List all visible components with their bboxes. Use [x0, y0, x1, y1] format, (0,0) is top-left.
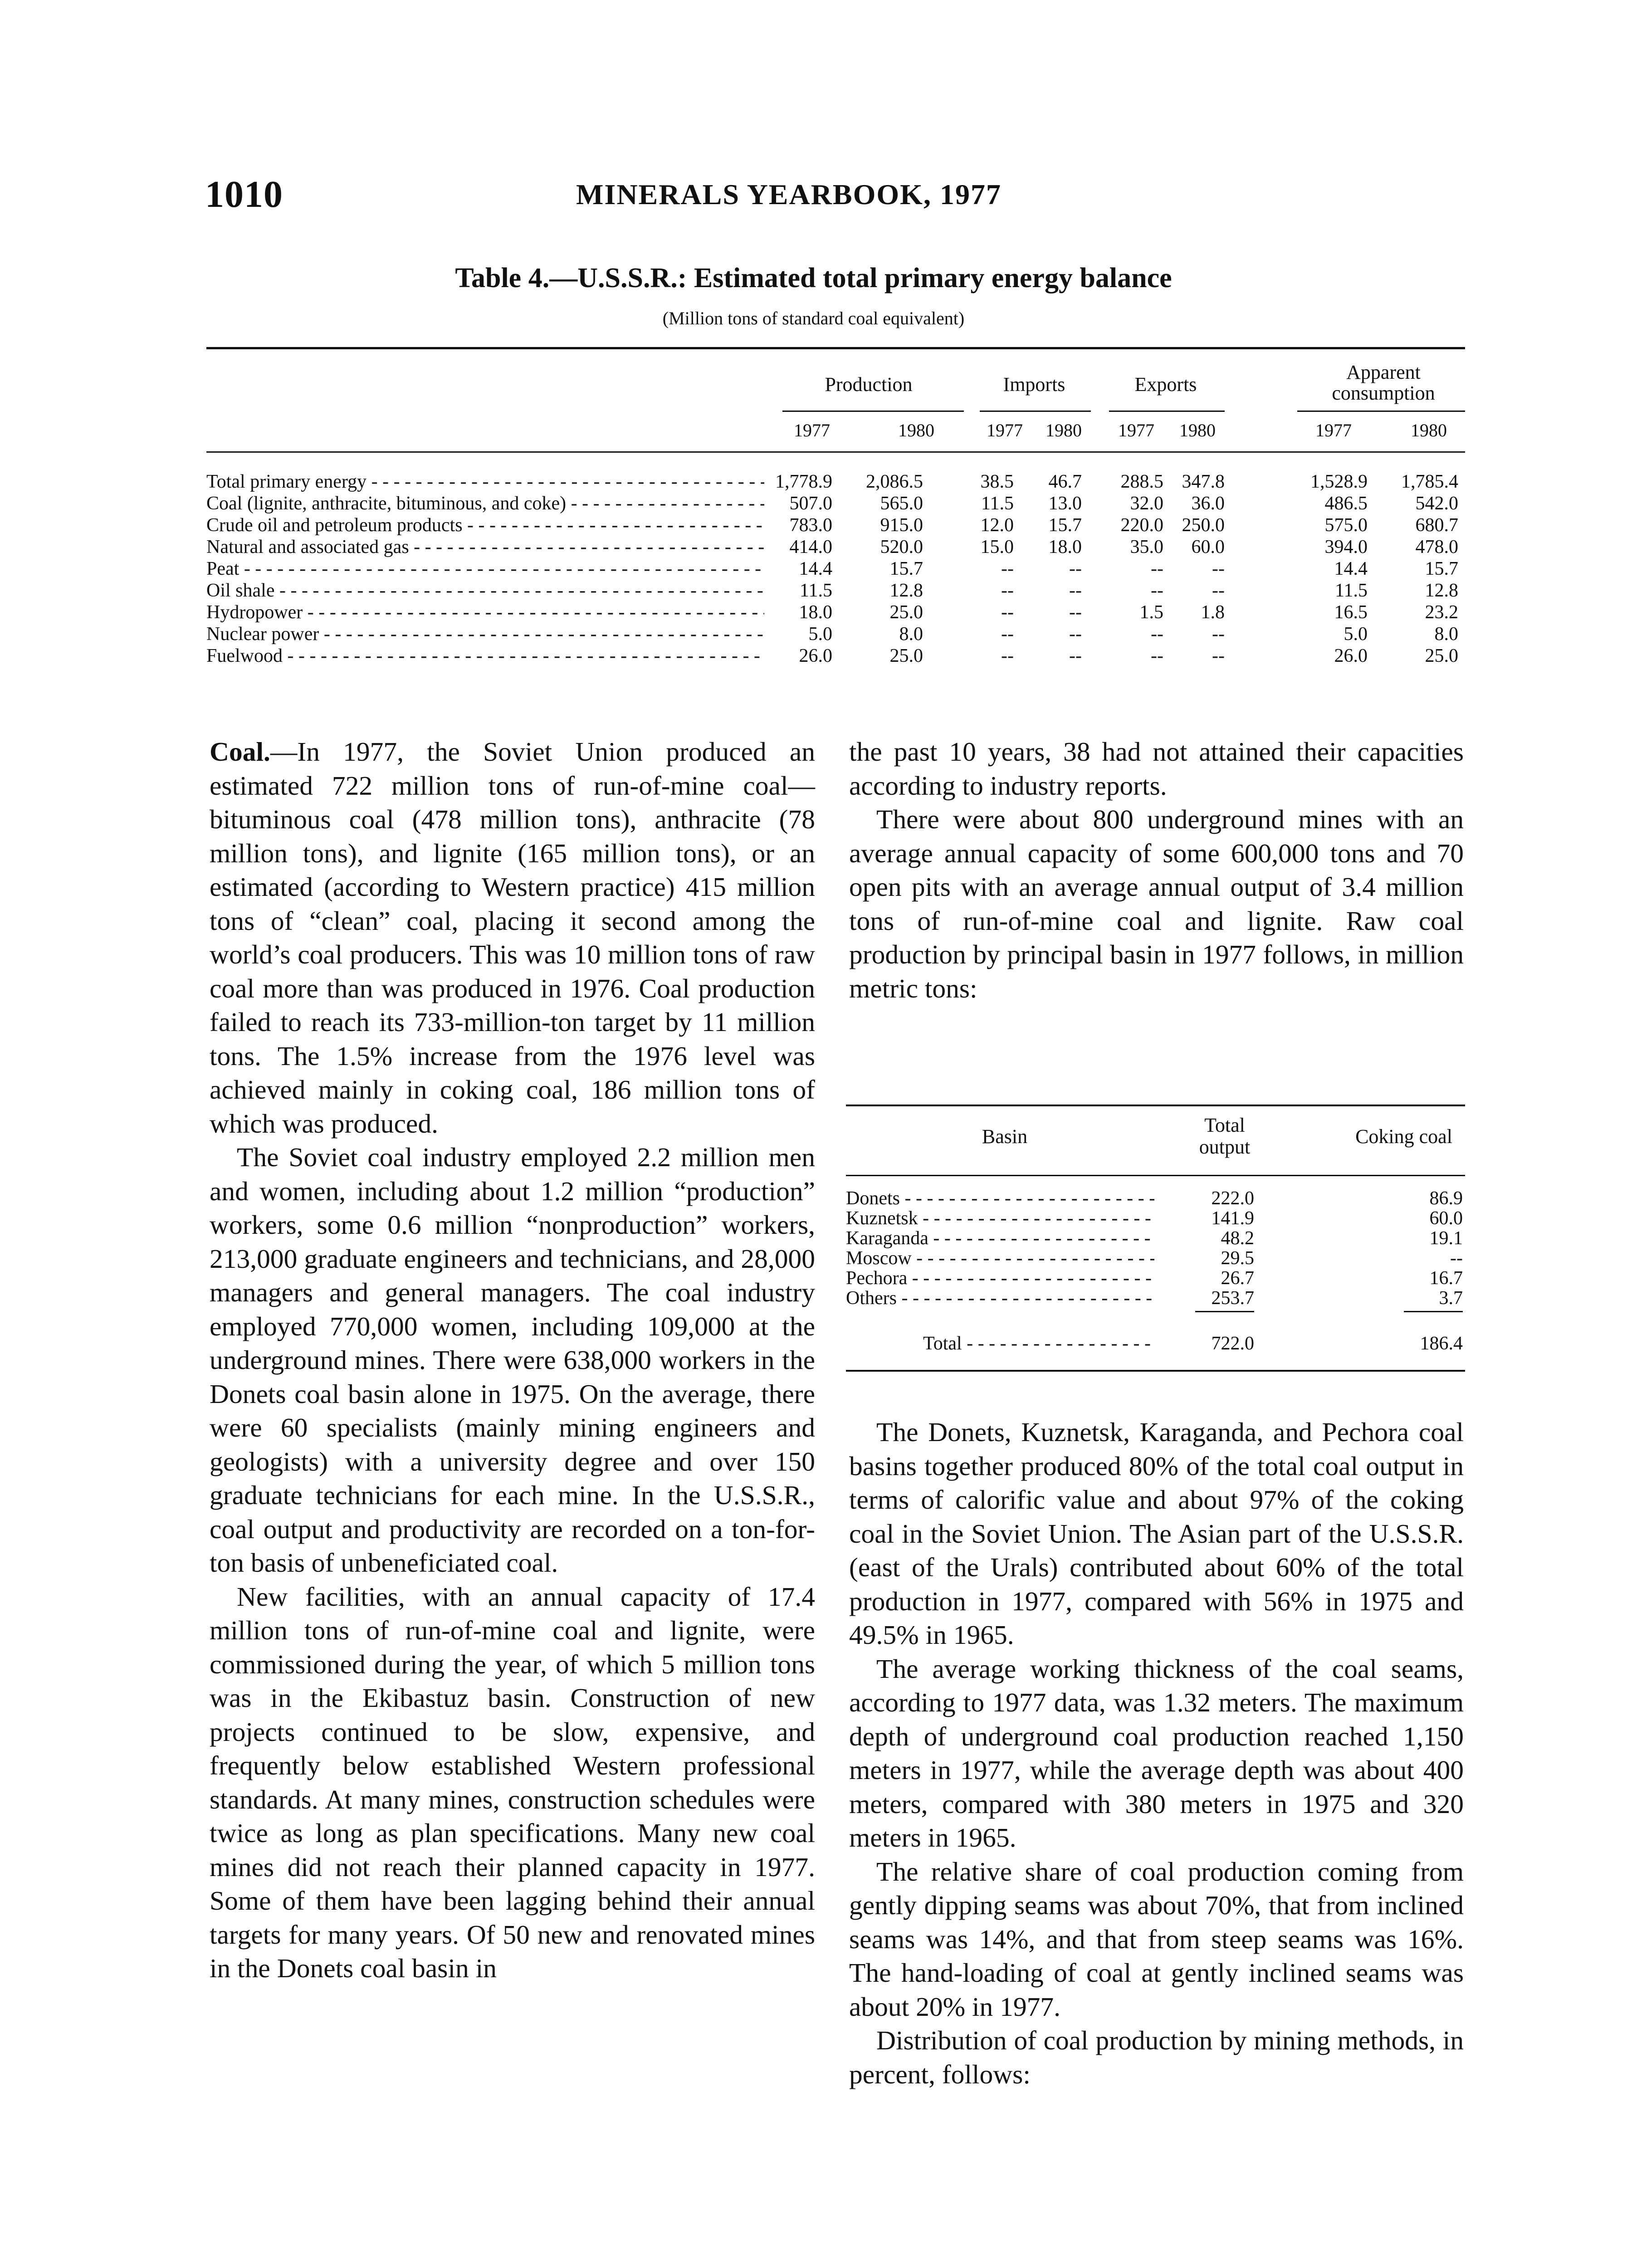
cell: 680.7 [1415, 515, 1458, 536]
cell: 18.0 [1048, 537, 1082, 557]
cell: -- [1212, 580, 1225, 601]
cell: 520.0 [880, 537, 923, 557]
row-label: Crude oil and petroleum products - - - [206, 514, 764, 536]
group-rule-consumption [1297, 411, 1465, 412]
cell: 18.0 [799, 602, 832, 623]
table-row [206, 580, 1465, 601]
cell: 46.7 [1048, 471, 1082, 492]
cell: -- [1069, 602, 1082, 623]
cell: 565.0 [880, 493, 923, 514]
col-group-production: Production [825, 373, 913, 396]
cell: -- [1069, 580, 1082, 601]
cell: -- [1001, 602, 1014, 623]
group-rule-imports [980, 411, 1091, 412]
cell: 60.0 [1191, 537, 1225, 557]
year-header: 1980 [1411, 420, 1447, 440]
cell: -- [1450, 1248, 1463, 1269]
cell: 60.0 [1429, 1208, 1463, 1229]
table-top-rule [206, 347, 1465, 349]
cell: -- [1001, 645, 1014, 666]
row-label: Hydropower - - - [206, 601, 764, 623]
paragraph: The Donets, Kuznetsk, Karaganda, and Pechora coal basins together produced 80% of the total coal output in terms of calorific value and about 97% of the coking coal in the Soviet Union. The Asian part of the U.S.S.R. (east of the Urals) contributed about 60% of the total production in 1977, compared with 56% in 1975 and 49.5% in 1965. [849, 1417, 1464, 1650]
cell: 26.0 [1334, 645, 1368, 666]
cell: 35.0 [1130, 537, 1163, 557]
table-row [206, 601, 1465, 623]
col-group-exports: Exports [1134, 373, 1197, 396]
cell: 23.2 [1425, 602, 1458, 623]
table-row [206, 623, 1465, 645]
row-label: Oil shale - - - [206, 580, 764, 601]
cell: 8.0 [1434, 624, 1458, 645]
cell: 394.0 [1324, 537, 1368, 557]
basin-name: Pechora - - - [846, 1268, 1154, 1288]
basin-name: Karaganda - - - [846, 1228, 1154, 1248]
table-total-row [846, 1334, 1465, 1354]
year-header: 1977 [1118, 420, 1154, 440]
cell: 5.0 [1344, 624, 1368, 645]
paragraph-text: —In 1977, the Soviet Union produced an estimated 722 million tons of run-of-mine coal—bituminous coal (478 million tons), anthracite (78 million tons), and lignite (165 million tons), or an estimated (according to Western practice) 415 million tons of “clean” coal, placing it second among the world’s coal producers. This was 10 million tons of raw coal more than was produced in 1976. Coal production failed to reach its 733-million-ton target by 11 million tons. The 1.5% increase from the 1976 level was achieved mainly in coking coal, 186 million tons of which was produced. [210, 737, 815, 1139]
left-column [210, 735, 815, 1985]
basin-name: Donets - - - [846, 1188, 1154, 1208]
table-row [846, 1188, 1465, 1208]
cell: 1.5 [1139, 602, 1163, 623]
cell: 250.0 [1182, 515, 1225, 536]
table-row [206, 536, 1465, 558]
table-row [206, 471, 1465, 493]
cell: -- [1212, 624, 1225, 645]
header-bottom-rule [206, 451, 1465, 453]
basin-production-table [846, 1105, 1465, 1372]
cell: 48.2 [1221, 1228, 1254, 1249]
cell: 347.8 [1182, 471, 1225, 492]
cell: 186.4 [1420, 1333, 1463, 1354]
cell: 12.0 [980, 515, 1014, 536]
cell: 8.0 [899, 624, 923, 645]
cell: 253.7 [1211, 1288, 1254, 1309]
cell: 507.0 [789, 493, 832, 514]
year-header: 1980 [898, 420, 934, 440]
cell: -- [1212, 645, 1225, 666]
cell: 16.7 [1429, 1268, 1463, 1289]
cell: 14.4 [1334, 558, 1368, 579]
row-label: Peat - - - [206, 558, 764, 580]
cell: 26.7 [1221, 1268, 1254, 1289]
cell: 478.0 [1415, 537, 1458, 557]
cell: -- [1069, 645, 1082, 666]
page-number: 1010 [205, 173, 283, 215]
cell: -- [1151, 558, 1163, 579]
basin-name: Moscow - - - [846, 1248, 1154, 1268]
table-row [846, 1228, 1465, 1248]
paragraph [210, 735, 815, 1140]
cell: -- [1001, 580, 1014, 601]
cell: 1.8 [1201, 602, 1225, 623]
col-header-coking-coal: Coking coal [1355, 1125, 1452, 1148]
row-label: Total primary energy - - - [206, 471, 764, 493]
cell: 15.7 [889, 558, 923, 579]
right-column-bottom [849, 1415, 1464, 2091]
col-group-imports: Imports [1003, 373, 1065, 396]
cell: 11.5 [1335, 580, 1368, 601]
cell: -- [1151, 624, 1163, 645]
cell: -- [1151, 580, 1163, 601]
cell: 15.0 [980, 537, 1014, 557]
cell: 542.0 [1415, 493, 1458, 514]
cell: -- [1069, 558, 1082, 579]
cell: -- [1001, 558, 1014, 579]
cell: -- [1151, 645, 1163, 666]
year-header: 1980 [1046, 420, 1082, 440]
table-row [846, 1288, 1465, 1308]
basin-name: Others - - - [846, 1288, 1154, 1308]
cell: 11.5 [981, 493, 1014, 514]
basin-name: Kuznetsk - - - [846, 1208, 1154, 1228]
cell: 722.0 [1211, 1333, 1254, 1354]
table-row [206, 493, 1465, 514]
table-row [846, 1268, 1465, 1288]
paragraph: The Soviet coal industry employed 2.2 million men and women, including about 1.2 million “production” workers, some 0.6 million “nonproduction” workers, 213,000 graduate engineers and technicians, and 28,000 managers and general managers. The coal industry employed 770,000 women, including 109,000 at the underground mines. There were 638,000 workers in the Donets coal basin alone in 1975. On the average, there were 60 specialists (mainly mining engineers and geologists) with a university degree and over 150 graduate technicians for each mine. In the U.S.S.R., coal output and productivity are recorded on a ton-for-ton basis of unbeneficiated coal. [210, 1142, 815, 1578]
cell: 32.0 [1130, 493, 1163, 514]
table-subtitle: (Million tons of standard coal equivalent) [662, 308, 965, 328]
cell: -- [1212, 558, 1225, 579]
paragraph: the past 10 years, 38 had not attained their capacities according to industry reports. [849, 737, 1464, 801]
row-label: Nuclear power - - - [206, 623, 764, 645]
cell: 5.0 [808, 624, 832, 645]
cell: 783.0 [789, 515, 832, 536]
cell: 915.0 [880, 515, 923, 536]
cell: 486.5 [1324, 493, 1368, 514]
table-row [846, 1208, 1465, 1228]
cell: 12.8 [889, 580, 923, 601]
cell: 414.0 [789, 537, 832, 557]
cell: 86.9 [1429, 1188, 1463, 1209]
cell: 1,528.9 [1310, 471, 1368, 492]
right-column-top [849, 735, 1464, 1005]
cell: 29.5 [1221, 1248, 1254, 1269]
cell: 25.0 [889, 602, 923, 623]
cell: 13.0 [1048, 493, 1082, 514]
cell: 25.0 [889, 645, 923, 666]
cell: 12.8 [1425, 580, 1458, 601]
basin-table-top-rule [846, 1105, 1465, 1106]
cell: 288.5 [1120, 471, 1163, 492]
section-heading-coal: Coal. [210, 737, 270, 767]
total-label: Total - - - [923, 1334, 1154, 1354]
basin-table-bottom-rule [846, 1370, 1465, 1372]
year-header: 1980 [1179, 420, 1216, 440]
col-header-total-output: Total output [1199, 1114, 1251, 1158]
table-row [206, 558, 1465, 580]
cell: 15.7 [1425, 558, 1458, 579]
cell: 26.0 [799, 645, 832, 666]
cell: 220.0 [1120, 515, 1163, 536]
year-header: 1977 [794, 420, 830, 440]
cell: 3.7 [1439, 1288, 1463, 1309]
cell: 1,778.9 [775, 471, 832, 492]
cell: 11.5 [800, 580, 832, 601]
year-header: 1977 [1315, 420, 1352, 440]
table-row [206, 645, 1465, 667]
group-rule-exports [1109, 411, 1225, 412]
table-row [846, 1248, 1465, 1268]
cell: -- [1069, 624, 1082, 645]
cell: 36.0 [1191, 493, 1225, 514]
group-rule-production [782, 411, 964, 412]
cell: 141.9 [1211, 1208, 1254, 1229]
cell: 16.5 [1334, 602, 1368, 623]
total-rule-coking [1404, 1311, 1463, 1312]
row-label: Fuelwood - - - [206, 645, 764, 667]
cell: 14.4 [799, 558, 832, 579]
total-rule-output [1195, 1311, 1254, 1312]
running-title: MINERALS YEARBOOK, 1977 [576, 178, 1002, 210]
paragraph: New facilities, with an annual capacity of 17.4 million tons of run-of-mine coal and lignite, were commissioned during the year, of which 5 million tons was in the Ekibastuz basin. Construction of new projects continued to be slow, expensive, and frequently below established Western professional standards. At many mines, construction schedules were twice as long as plan specifications. Many new coal mines did not reach their planned capacity in 1977. Some of them have been lagging behind their annual targets for many years. Of 50 new and renovated mines in the Donets coal basin in [210, 1581, 815, 1983]
cell: 38.5 [980, 471, 1014, 492]
col-header-basin: Basin [982, 1125, 1028, 1148]
cell: 1,785.4 [1401, 471, 1458, 492]
paragraph: The average working thickness of the coal seams, according to 1977 data, was 1.32 meters. The maximum depth of underground coal production reached 1,150 meters in 1977, while the average depth was about 400 meters, compared with 380 meters in 1975 and 320 meters in 1965. [849, 1653, 1464, 1853]
cell: 2,086.5 [866, 471, 923, 492]
cell: 15.7 [1048, 515, 1082, 536]
paragraph: Distribution of coal production by mining methods, in percent, follows: [849, 2025, 1464, 2089]
cell: 575.0 [1324, 515, 1368, 536]
cell: 222.0 [1211, 1188, 1254, 1209]
table-row [206, 514, 1465, 536]
cell: 19.1 [1429, 1228, 1463, 1249]
row-label: Coal (lignite, anthracite, bituminous, and coke) - - - [206, 493, 764, 514]
cell: 25.0 [1425, 645, 1458, 666]
year-header: 1977 [987, 420, 1023, 440]
row-label: Natural and associated gas - - - [206, 536, 764, 558]
paragraph: There were about 800 underground mines with an average annual capacity of some 600,000 tons and 70 open pits with an average annual output of 3.4 million tons of run-of-mine coal and lignite. Raw coal production by principal basin in 1977 follows, in million metric tons: [849, 804, 1464, 1003]
basin-table-header-rule [846, 1175, 1465, 1176]
paragraph: The relative share of coal production coming from gently dipping seams was about 70%, that from inclined seams was 14%, and that from steep seams was 16%. The hand-loading of coal at gently inclined seams was about 20% in 1977. [849, 1856, 1464, 2022]
table-title: Table 4.—U.S.S.R.: Estimated total primary energy balance [455, 263, 1172, 293]
col-group-apparent-consumption: Apparent consumption [1332, 361, 1435, 404]
cell: -- [1001, 624, 1014, 645]
